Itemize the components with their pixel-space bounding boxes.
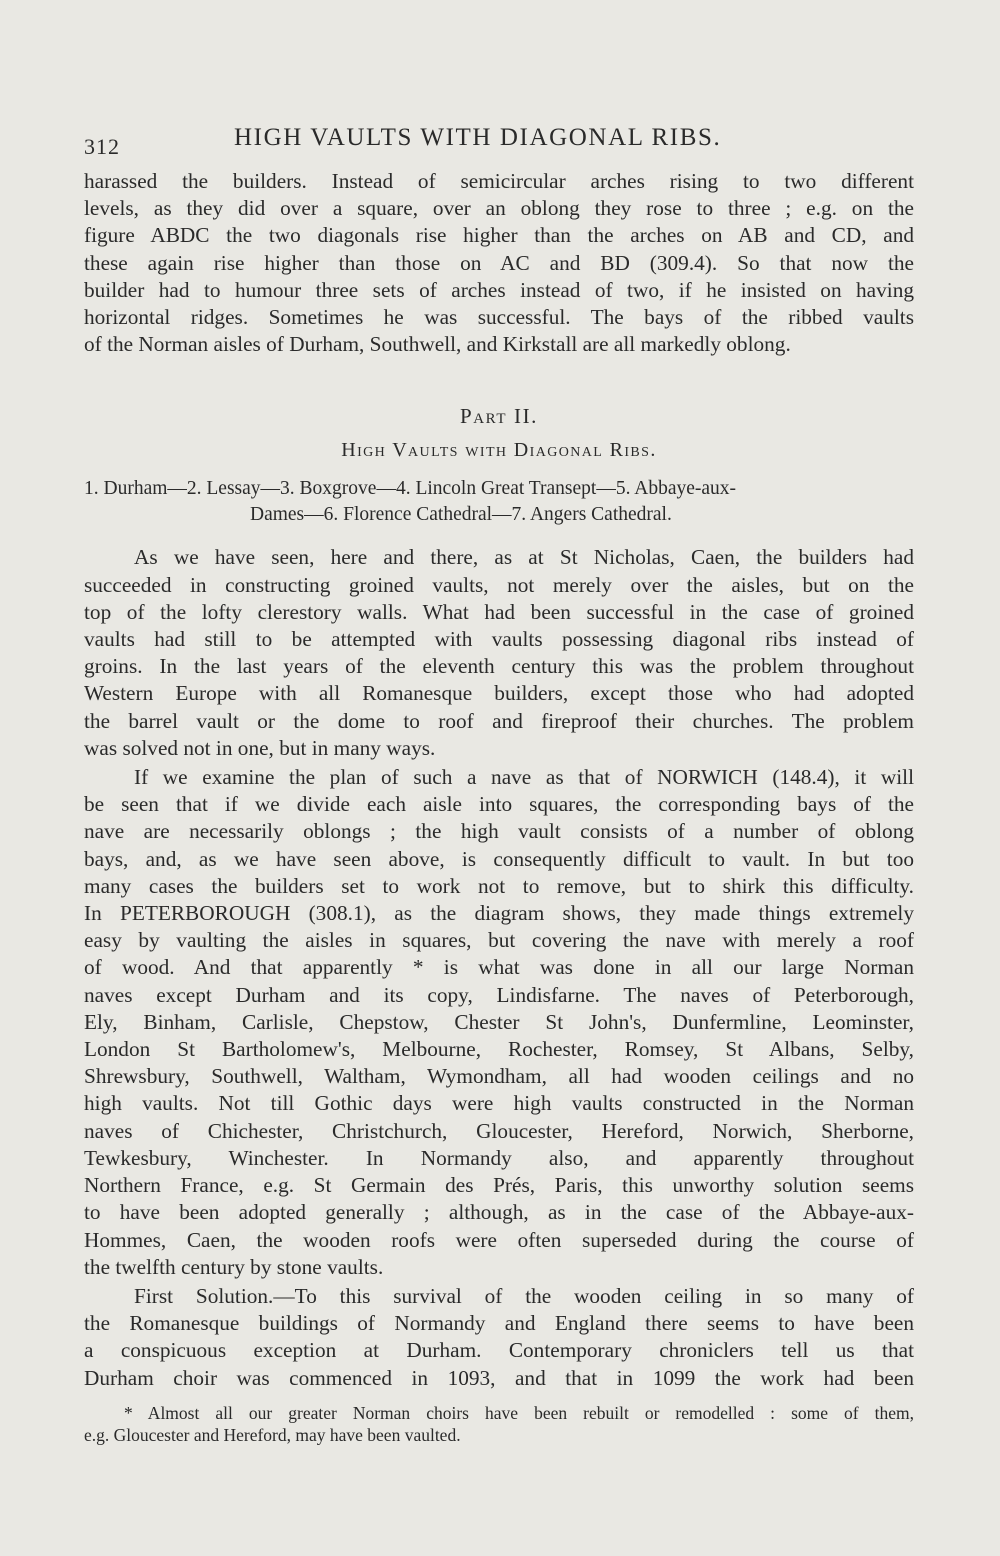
- text-line: succeeded in constructing groined vaults, not merely over the aisles, but on the: [84, 572, 914, 597]
- footnote-line: * Almost all our greater Norman choirs have been rebuilt or remodelled : some of them,: [124, 1402, 914, 1423]
- text-line: Northern France, e.g. St Germain des Prés, Paris, this unworthy solution seems: [84, 1173, 914, 1198]
- text-line: As we have seen, here and there, as at St Nicholas, Caen, the builders had: [134, 545, 914, 570]
- text-line: of wood. And that apparently * is what was done in all our large Norman: [84, 955, 914, 980]
- page-body: [84, 168, 914, 1446]
- text-line: easy by vaulting the aisles in squares, but covering the nave with merely a roof: [84, 928, 914, 953]
- text-line: these again rise higher than those on AC and BD (309.4). So that now the: [84, 250, 914, 275]
- text-line: to have been adopted generally ; although, as in the case of the Abbaye-aux-: [84, 1200, 914, 1225]
- text-line: bays, and, as we have seen above, is consequently difficult to vault. In but too: [84, 846, 914, 871]
- text-line: nave are necessarily oblongs ; the high vault consists of a number of oblong: [84, 819, 914, 844]
- text-line: In PETERBOROUGH (308.1), as the diagram shows, they made things extremely: [84, 901, 914, 926]
- text-line: groins. In the last years of the eleventh century this was the problem throughout: [84, 654, 914, 679]
- text-line: high vaults. Not till Gothic days were high vaults constructed in the Norman: [84, 1091, 914, 1116]
- text-line: naves of Chichester, Christchurch, Gloucester, Hereford, Norwich, Sherborne,: [84, 1118, 914, 1143]
- paragraph-first-solution: [84, 1283, 914, 1392]
- contents-line: Dames—6. Florence Cathedral—7. Angers Cathedral.: [250, 504, 672, 526]
- text-line: horizontal ridges. Sometimes he was successful. The bays of the ribbed vaults: [84, 305, 914, 330]
- text-line: Hommes, Caen, the wooden roofs were often superseded during the course of: [84, 1227, 914, 1252]
- text-line: the barrel vault or the dome to roof and fireproof their churches. The problem: [84, 708, 914, 733]
- footnote-line: e.g. Gloucester and Hereford, may have been vaulted.: [84, 1424, 461, 1445]
- footnote: [84, 1402, 914, 1446]
- text-line: First Solution.—To this survival of the wooden ceiling in so many of: [134, 1283, 914, 1308]
- text-line: harassed the builders. Instead of semicircular arches rising to two different: [84, 169, 914, 193]
- section-contents: [84, 476, 914, 528]
- paragraph-norwich-plan: [84, 764, 914, 1281]
- text-line: Western Europe with all Romanesque builders, except those who had adopted: [84, 681, 914, 706]
- text-line: London St Bartholomew's, Melbourne, Rochester, Romsey, St Albans, Selby,: [84, 1037, 914, 1062]
- text-line: top of the lofty clerestory walls. What had been successful in the case of groined: [84, 599, 914, 624]
- text-line: Tewkesbury, Winchester. In Normandy also, and apparently throughout: [84, 1145, 914, 1170]
- contents-line: 1. Durham—2. Lessay—3. Boxgrove—4. Lincoln Great Transept—5. Abbaye-aux-: [84, 478, 737, 500]
- page-number: 312: [84, 134, 120, 159]
- paragraph-oblong-bays: [84, 168, 914, 358]
- text-line: If we examine the plan of such a nave as that of NORWICH (148.4), it will: [134, 765, 914, 790]
- text-line: was solved not in one, but in many ways.: [84, 735, 436, 760]
- text-line: Ely, Binham, Carlisle, Chepstow, Chester St John's, Dunfermline, Leominster,: [84, 1009, 914, 1034]
- running-head: [84, 124, 924, 164]
- text-line: naves except Durham and its copy, Lindisfarne. The naves of Peterborough,: [84, 982, 914, 1007]
- text-line: the Romanesque buildings of Normandy and England there seems to have been: [84, 1311, 914, 1336]
- text-line: vaults had still to be attempted with vaults possessing diagonal ribs instead of: [84, 627, 914, 652]
- paragraph-groined-vaults: [84, 544, 914, 762]
- text-line: of the Norman aisles of Durham, Southwell, and Kirkstall are all markedly oblong.: [84, 332, 791, 357]
- text-line: Shrewsbury, Southwell, Waltham, Wymondham, all had wooden ceilings and no: [84, 1064, 914, 1089]
- part-heading: Part II.: [459, 404, 539, 429]
- text-line: figure ABDC the two diagonals rise higher than the arches on AB and CD, and: [84, 223, 914, 248]
- section-heading: High Vaults with Diagonal Ribs.: [341, 439, 657, 462]
- running-title: HIGH VAULTS WITH DIAGONAL RIBS.: [234, 124, 722, 151]
- text-line: Durham choir was commenced in 1093, and that in 1099 the work had been: [84, 1365, 914, 1390]
- text-line: the twelfth century by stone vaults.: [84, 1254, 384, 1279]
- text-line: a conspicuous exception at Durham. Contemporary chroniclers tell us that: [84, 1338, 914, 1363]
- text-line: be seen that if we divide each aisle into squares, the corresponding bays of the: [84, 792, 914, 817]
- text-line: many cases the builders set to work not to remove, but to shirk this difficulty.: [84, 873, 914, 898]
- text-line: levels, as they did over a square, over an oblong they rose to three ; e.g. on the: [84, 196, 914, 221]
- text-line: builder had to humour three sets of arches instead of two, if he insisted on having: [84, 277, 914, 302]
